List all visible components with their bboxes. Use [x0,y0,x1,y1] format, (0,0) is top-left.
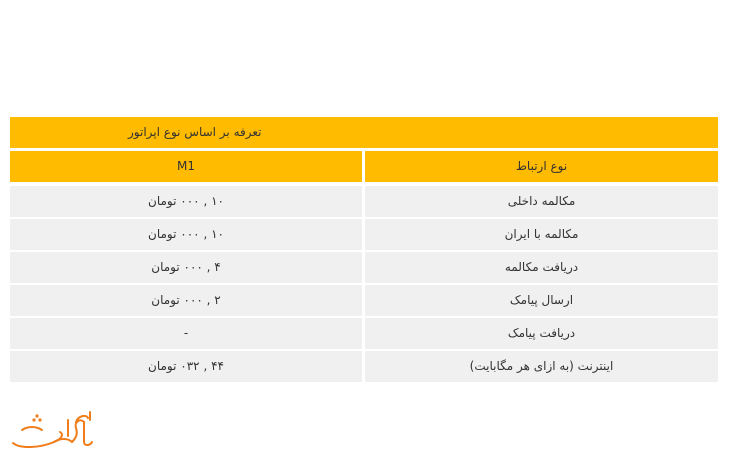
price-cell: - [10,318,362,349]
type-cell: مکالمه با ایران [365,219,718,250]
table-header-row [10,151,718,182]
price-cell: ۱۰ , ۰۰۰ تومان [10,219,362,250]
table-row [10,219,718,250]
table-row [10,351,718,382]
price-cell: ۴ , ۰۰۰ تومان [10,252,362,283]
table-row [10,318,718,349]
price-cell: ۲ , ۰۰۰ تومان [10,285,362,316]
table-row [10,186,718,217]
type-cell: دریافت مکالمه [365,252,718,283]
table-row [10,285,718,316]
type-cell: ارسال پیامک [365,285,718,316]
type-cell: دریافت پیامک [365,318,718,349]
type-cell: مکالمه داخلی [365,186,718,217]
price-cell: ۴۴ , ۰۳۲ تومان [10,351,362,382]
header-cell-connection-type: نوع ارتباط [365,151,718,182]
header-cell-operator: M1 [10,151,362,182]
table-title-bar [10,117,718,148]
table-row [10,252,718,283]
type-cell: اینترنت (به ازای هر مگابایت) [365,351,718,382]
price-cell: ۱۰ , ۰۰۰ تومان [10,186,362,217]
eligasht-logo [10,408,95,452]
table-title: تعرفه بر اساس نوع اپراتور [128,125,262,139]
